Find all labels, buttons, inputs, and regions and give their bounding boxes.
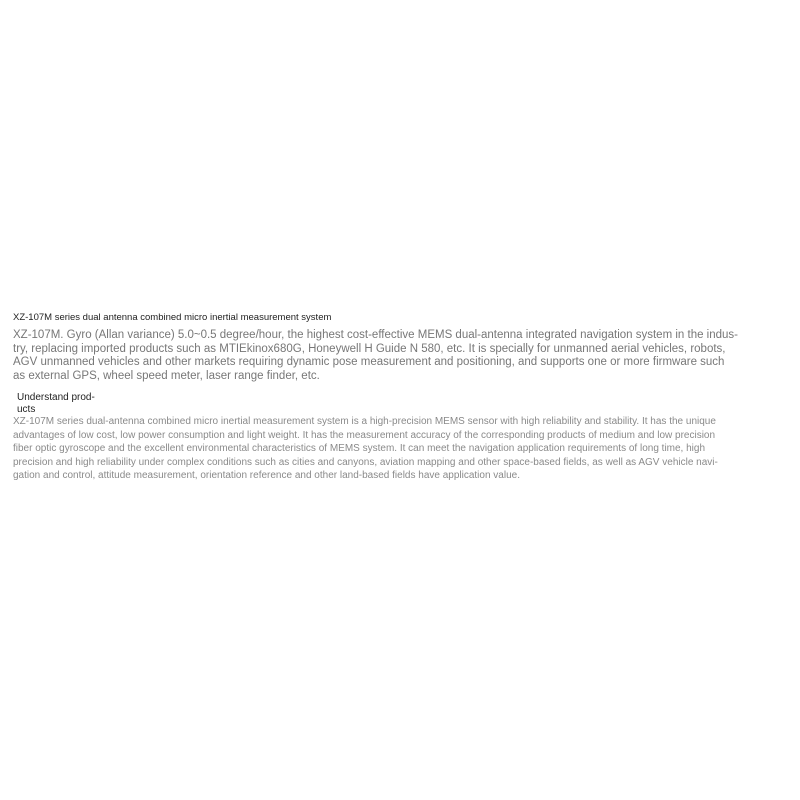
section-heading <box>17 392 137 416</box>
description-line: XZ-107M series dual-antenna combined micro inertial measurement system is a high-precision MEMS sensor with high reliability and stability. It has the unique <box>13 416 716 427</box>
intro-line: try, replacing imported products such as MTIEkinox680G, Honeywell H Guide N 580, etc. It is specially for unmanned aerial vehicles, robots, <box>13 342 726 355</box>
section-heading-line: Understand prod- <box>17 392 95 403</box>
description-line: gation and control, attitude measurement, orientation reference and other land-based fields have application value. <box>13 470 520 481</box>
intro-line: XZ-107M. Gyro (Allan variance) 5.0~0.5 degree/hour, the highest cost-effective MEMS dual-antenna integrated navigation system in the indus- <box>13 329 739 341</box>
description-line: fiber optic gyroscope and the excellent environmental characteristics of MEMS system. It can meet the navigation application requirements of long time, high <box>13 443 706 454</box>
intro-paragraph <box>13 329 785 383</box>
intro-line: as external GPS, wheel speed meter, laser range finder, etc. <box>13 369 320 382</box>
section-heading-line: ucts <box>17 404 36 415</box>
document-title: XZ-107M series dual antenna combined micro inertial measurement system <box>13 312 332 323</box>
description-line: precision and high reliability under complex conditions such as cities and canyons, aviation mapping and other space-based fields, as well as AGV vehicle navi- <box>13 456 718 468</box>
description-paragraph <box>13 415 785 483</box>
description-line: advantages of low cost, low power consumption and light weight. It has the measurement accuracy of the corresponding products of medium and low precision <box>13 429 716 441</box>
intro-line: AGV unmanned vehicles and other markets requiring dynamic pose measurement and positioning, and supports one or more firmware such <box>13 356 725 368</box>
